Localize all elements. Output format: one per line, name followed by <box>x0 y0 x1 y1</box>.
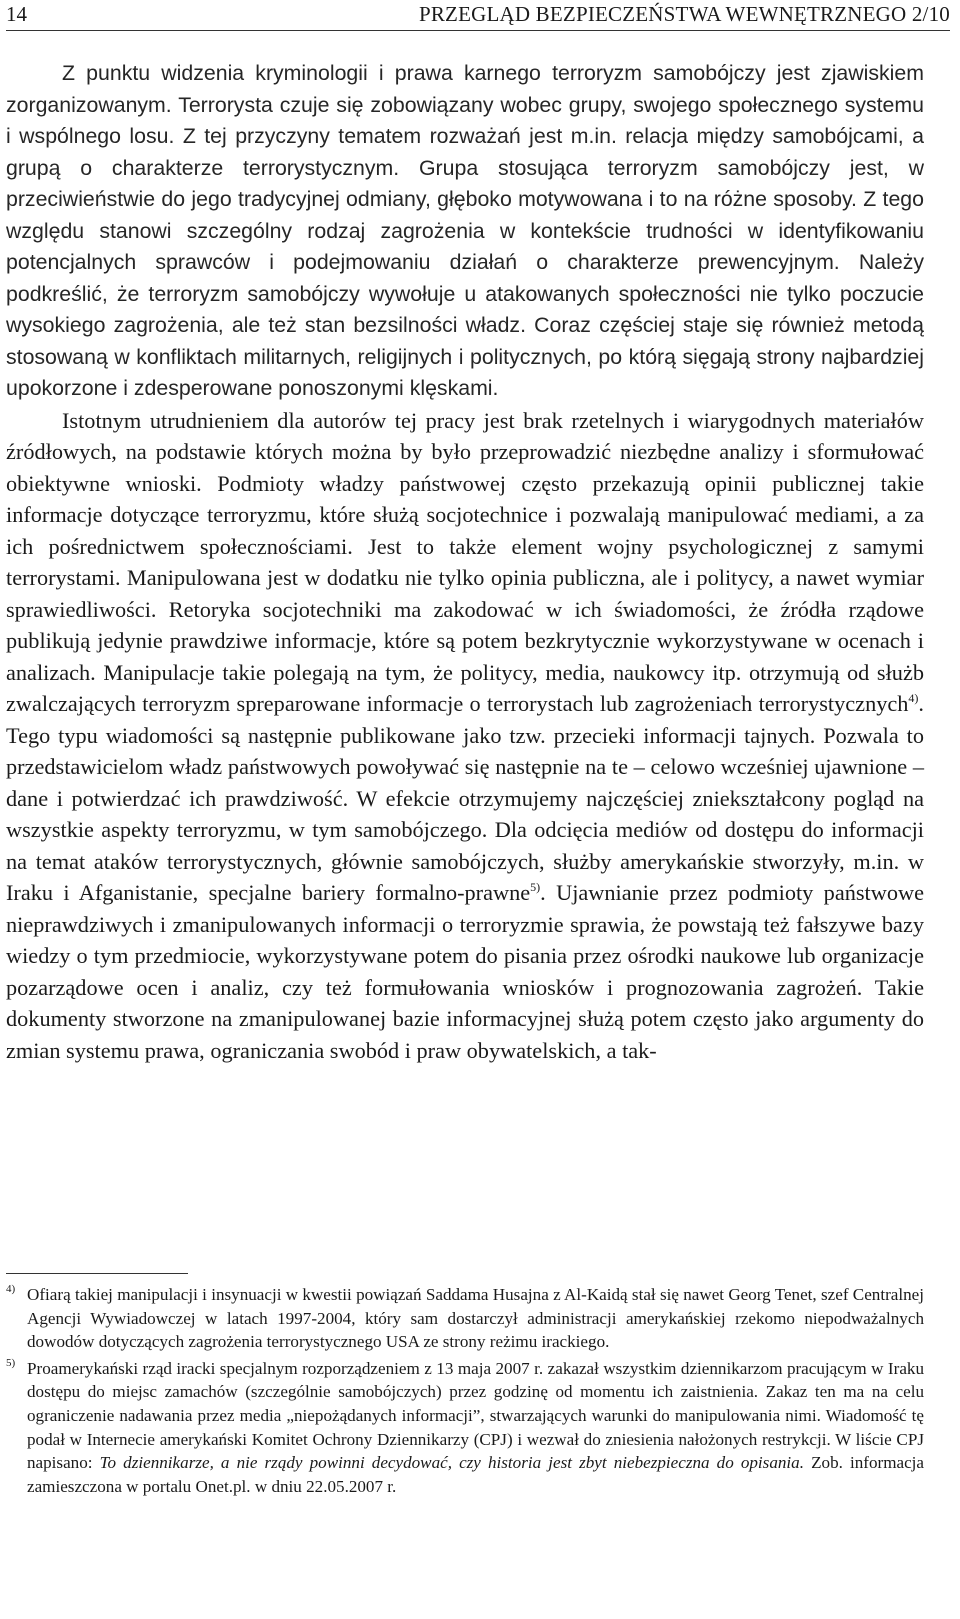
footnotes <box>6 1283 924 1501</box>
paragraph-2-part-c: . Ujawnianie przez podmioty państwowe nieprawdziwych i zmanipulowanych informacji o terroryzmie sprawia, że powstają też fałszywe bazy wiedzy o tym przedmiocie, wykorzystywane potem do pisania przez ośrodki naukowe lub organizacje pozarządowe ocen i analiz, czy też formułowania wniosków i prognozowania zagrożeń. Takie dokumenty stworzone na zmanipulowanej bazie informacyjnej służą potem często jako argumenty do zmian systemu prawa, ograniczania swobód i praw obywatelskich, a tak- <box>6 880 924 1063</box>
footnote-ref-5[interactable]: 5) <box>530 880 541 894</box>
paragraph-1: Z punktu widzenia kryminologii i prawa karnego terroryzm samobójczy jest zjawiskiem zorganizowanym. Terrorysta czuje się zobowiązany wobec grupy, swojego społecznego systemu i wspólnego losu. Z tej przyczyny tematem rozważań jest m.in. relacja między samobójcami, a grupą o charakterze terrorystycznym. Grupa stosująca terroryzm samobójczy jest, w przeciwieństwie do jego tradycyjnej odmiany, głęboko motywowana i to na różne sposoby. Z tego względu stanowi szczególny rodzaj zagrożenia w kontekście trudności w identyfikowaniu potencjalnych sprawców i podejmowaniu działań o charakterze prewencyjnym. Należy podkreślić, że terroryzm samobójczy wywołuje u atakowanych społeczności nie tylko poczucie wysokiego zagrożenia, ale też stan bezsilności władz. Coraz częściej staje się również metodą stosowaną w konfliktach militarnych, religijnych i politycznych, po którą sięgają strony najbardziej upokorzone i zdesperowane ponoszonymi klęskami. <box>6 61 924 400</box>
footnote-mark: 5) <box>6 1356 16 1369</box>
footnote-4 <box>6 1283 924 1354</box>
running-header <box>6 0 950 31</box>
footnote-5 <box>6 1357 924 1499</box>
paragraph-2-part-a: Istotnym utrudnieniem dla autorów tej pracy jest brak rzetelnych i wiarygodnych materiałów źródłowych, na podstawie których można by było przeprowadzić niezbędne analizy i sformułować obiektywne wnioski. Podmioty władzy państwowej często przekazują opinii publicznej takie informacje dotyczące terroryzmu, które służą socjotechnice i pozwalają manipulować mediami, a za ich pośrednictwem społecznościami. Jest to także element wojny psychologicznej z samymi terrorystami. Manipulowana jest w dodatku nie tylko opinia publiczna, ale i politycy, a nawet wymiar sprawiedliwości. Retoryka socjotechniki ma zakodować w ich świadomości, że źródła rządowe publikują jedynie prawdziwe informacje, które są potem bezkrytycznie wykorzystywane w ocenach i analizach. Manipulacje takie polegają na tym, że politycy, media, naukowcy itp. otrzymują od służb zwalczających terroryzm spreparowane informacje o terrorystach lub zagrożeniach terrorystycznych <box>6 407 924 716</box>
footnote-text: Ofiarą takiej manipulacji i insynuacji w kwestii powiązań Saddama Husajna z Al-Kaidą stał się nawet Georg Tenet, szef Centralnej Agencji Wywiadowczej w latach 1997-2004, który sam dostarczył administracji amerykańskiej rzekomo niepodważalnych dowodów dotyczących zagrożenia terrorystycznego USA ze strony reżimu irackiego. <box>27 1285 924 1352</box>
footnote-ref-4[interactable]: 4) <box>908 691 919 705</box>
paragraph-2-part-b: . Tego typu wiadomości są następnie publikowane jako tzw. przecieki informacji tajnych. Pozwala to przedstawicielom władz państwowych powoływać się następnie na te – celowo wcześniej ujawnione – dane i potwierdzać ich prawdziwość. W efekcie otrzymujemy najczęściej zniekształcony pogląd na wszystkie aspekty terroryzmu, w tym samobójczego. Dla odcięcia mediów od dostępu do informacji na temat ataków terrorystycznych, głównie samobójczych, służby amerykańskie stworzyły, m.in. w Iraku i Afganistanie, specjalne bariery formalno-prawne <box>6 691 924 905</box>
footnote-divider <box>6 1273 188 1274</box>
footnote-quote: To dziennikarze, a nie rządy powinni decydować, czy historia jest zbyt niebezpieczna do opisania. <box>99 1453 804 1473</box>
page-number: 14 <box>6 2 27 26</box>
journal-title: PRZEGLĄD BEZPIECZEŃSTWA WEWNĘTRZNEGO 2/10 <box>418 2 950 26</box>
main-text <box>6 58 924 1066</box>
footnote-mark: 4) <box>6 1283 16 1295</box>
footnote-source: Zob. informacja zamieszczona w portalu Onet.pl. w dniu 22.05.2007 r. <box>27 1453 925 1496</box>
footnote-text: Proamerykański rząd iracki specjalnym rozporządzeniem z 13 maja 2007 r. zakazał wszystkim dziennikarzom pracującym w Iraku dostępu do miejsc zamachów (szczególnie samobójczych) przez godzinę od momentu ich zaistnienia. Zakaz ten ma na celu ograniczenie nadawania przez media „niepożądanych informacji”, stwarzających warunki do manipulowania nimi. Wiadomość tę podał w Internecie amerykański Komitet Ochrony Dziennikarzy (CPJ) i wezwał do zniesienia nałożonych restrykcji. W liście CPJ napisano: <box>27 1358 924 1473</box>
paragraph-2 <box>6 405 924 1067</box>
